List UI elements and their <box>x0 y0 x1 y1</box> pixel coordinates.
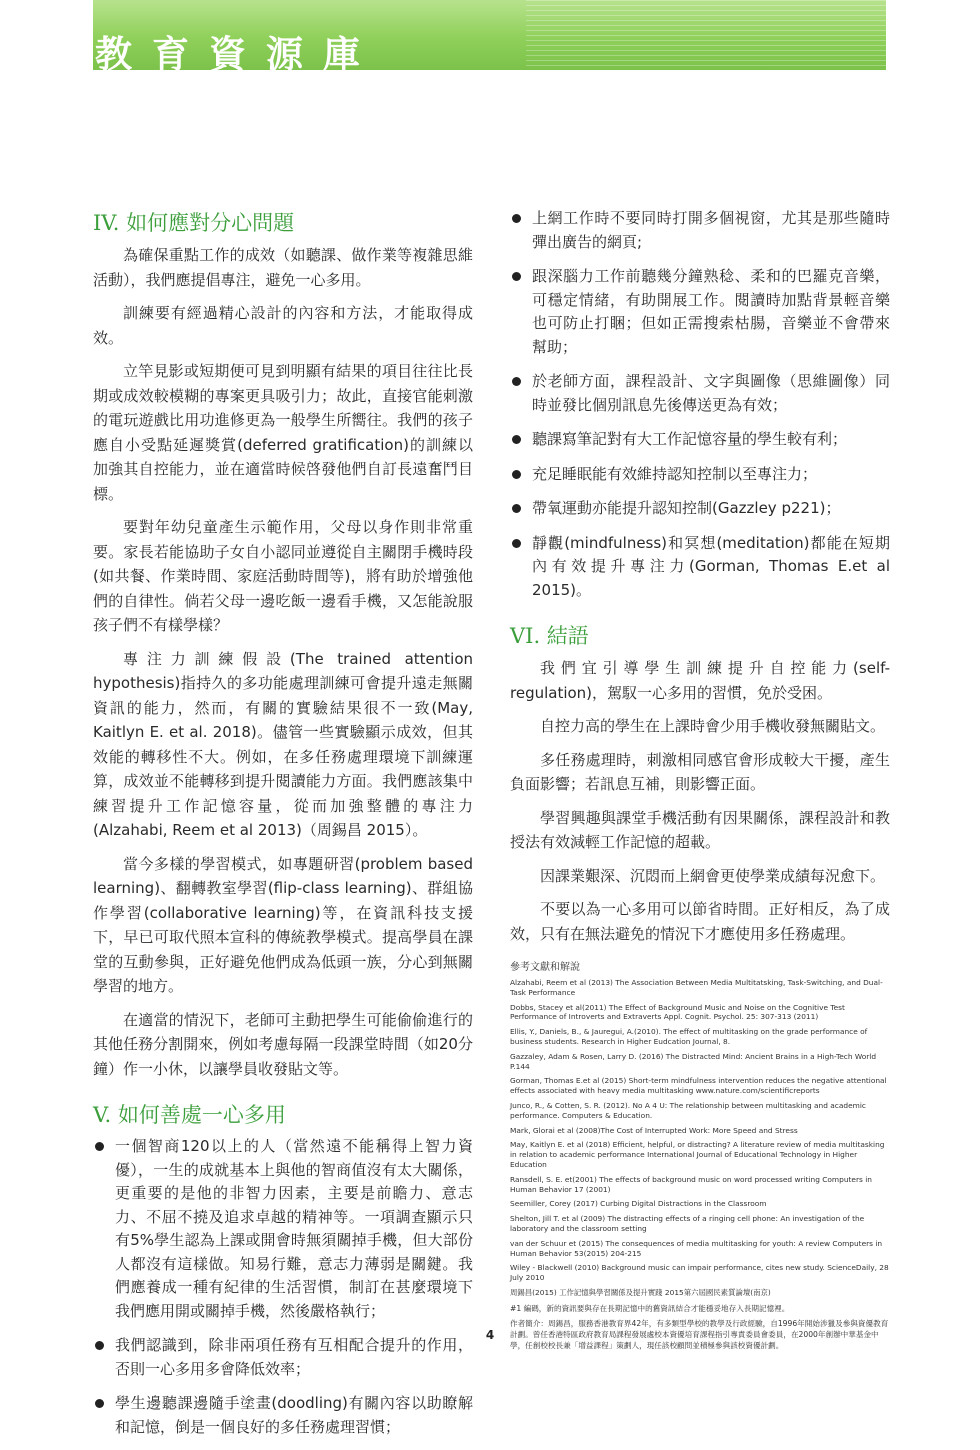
paragraph: 因課業艱深、沉悶而上網會更使學業成績每況愈下。 <box>540 866 886 885</box>
paragraph: 當今多樣的學習模式，如專題研習(problem based learning)、翻轉教室學習(flip-class learning)、群組協作學習(collaborative learning)等，在資訊科技支援下，早已可取代照本宣科的傳統教學模式。提高學員在課堂的互動參與，正好避免他們成為低頭一族，分心到無關學習的地方。 <box>93 854 473 995</box>
bullet-text: 帶氧運動亦能提升認知控制(Gazzley p221)； <box>532 499 841 517</box>
page-number: 4 <box>485 1328 495 1342</box>
bullet-icon <box>512 539 521 548</box>
bullet-list <box>93 1135 473 1439</box>
reference-item: Dobbs, Stacey et al(2011) The Effect of Background Music and Noise on the Cognitive Test Performance of Introverts and Extraverts Appl. Cognit. Psychol. 25: 307-313 (2011) <box>510 1002 845 1022</box>
bullet-list <box>510 207 890 602</box>
paragraph: 自控力高的學生在上課時會少用手機收發無關貼文。 <box>540 717 886 735</box>
bullet-icon <box>512 435 521 444</box>
bullet-icon <box>512 504 521 513</box>
bullet-text: 一個智商120以上的人（當然遠不能稱得上智力資優），一生的成就基本上與他的智商值沒有太大關係，更重要的是他的非智力因素，主要是前瞻力、意志力、不屈不撓及追求卓越的精神等。一項調查顯示只有5%學生認為上課或開會時無須關掉手機，但大部份人都沒有這樣做。知易行難，意志力薄弱是關鍵。我們應養成一種有紀律的生活習慣，制訂在甚麼環境下我們應用開或關掉手機，然後嚴格執行； <box>115 1137 473 1320</box>
reference-item: van der Schuur et (2015) The consequences of media multitasking for youth: A review Computers in Human Behavior 53(2015) 204-215 <box>510 1238 883 1258</box>
footnote: #1 編碼，新的資訊要與存在長期記憶中的舊資訊結合才能穩妥地存入長期記憶裡。 <box>510 1303 790 1313</box>
bullet-item <box>93 1392 473 1439</box>
reference-item: Seemiller, Corey (2017) Curbing Digital Distractions in the Classroom <box>510 1199 767 1209</box>
paragraph: 我們宜引導學生訓練提升自控能力(self-regulation)，駕馭一心多用的習慣，免於受困。 <box>510 659 890 702</box>
reference-item: Gorman, Thomas E.et al (2015) Short-term mindfulness intervention reduces the negative attentional effects associated with heavy media multitasking www.nature.com/scientificreports <box>510 1076 887 1096</box>
paragraph: 立竿見影或短期便可見到明顯有結果的項目往往比長期或成效較模糊的專案更具吸引力；故此，直接官能刺激的電玩遊戲比用功進修更為一般學生所嚮往。我們的孩子應自小受點延遲獎賞(deferred gratification)的訓練以加強其自控能力，並在適當時候啓發他們自訂長遠奮鬥目標。 <box>93 362 473 503</box>
references-title: 參考文獻和解說 <box>510 962 580 973</box>
paragraph: 為確保重點工作的成效（如聽課、做作業等複雜思維活動），我們應提倡專注，避免一心多用。 <box>93 246 473 289</box>
bullet-text: 跟深腦力工作前聽幾分鐘熟稔、柔和的巴羅克音樂，可穩定情緒，有助開展工作。閱讀時加點背景輕音樂也可防止打睏；但如正需搜索枯腸，音樂並不會帶來幫助； <box>532 267 890 356</box>
paragraph: 訓練要有經過精心設計的內容和方法，才能取得成效。 <box>93 304 473 347</box>
bullet-icon <box>95 1399 104 1408</box>
banner-stripes <box>526 0 886 70</box>
bullet-text: 靜觀(mindfulness)和冥想(meditation)都能在短期內有效提升專注力(Gorman, Thomas E.et al 2015)。 <box>532 533 890 599</box>
paragraph: 要對年幼兒童產生示範作用，父母以身作則非常重要。家長若能協助子女自小認同並遵從自主關閉手機時段(如共餐、作業時間、家庭活動時間等)，將有助於增強他們的自律性。倘若父母一邊吃飯一邊看手機，又怎能說服孩子們不有樣學樣？ <box>93 518 473 634</box>
bullet-text: 聽課寫筆記對有大工作記憶容量的學生較有利； <box>532 430 848 448</box>
bullet-item <box>510 265 890 359</box>
reference-item: Ransdell, S. E. et(2001) The effects of background music on word processed writing Computers in Human Behavior 17 (2001) <box>510 1174 872 1194</box>
bullet-item <box>93 1135 473 1323</box>
reference-item: Mark, Glorai et al (2008)The Cost of Interrupted Work: More Speed and Stress <box>510 1125 798 1135</box>
bullet-icon <box>512 377 521 386</box>
paragraph: 學習興趣與課堂手機活動有因果關係，課程設計和教授法有效減輕工作記憶的超載。 <box>510 808 890 851</box>
author-bio: 作者簡介：周錫昌，服務香港教育界42年，有多類型學校的教學及行政經驗，自1996年開始涉獵及參與資優教育計劃。曾任香港特區政府教育局課程發展處校本資優培育課程指引專責委員會委員，在2000年創辦中華基金中學，任創校校長兼「增益課程」策劃人，現任該校顧問並積極參與該校資優計劃。 <box>510 1318 889 1350</box>
paragraph: 在適當的情況下，老師可主動把學生可能偷偷進行的其他任務分割開來，例如考慮每隔一段課堂時間（如20分鐘）作一小休，以讓學員收發貼文等。 <box>93 1010 473 1078</box>
paragraph: 不要以為一心多用可以節省時間。正好相反，為了成效，只有在無法避免的情況下才應使用多任務處理。 <box>510 900 890 943</box>
section-heading: V. 如何善處一心多用 <box>93 1103 286 1127</box>
paragraph: 多任務處理時，刺激相同感官會形成較大干擾，產生負面影響；若訊息互補，則影響正面。 <box>510 750 890 793</box>
bullet-text: 上網工作時不要同時打開多個視窗，尤其是那些隨時彈出廣告的網頁; <box>532 209 890 251</box>
bullet-item <box>510 370 890 417</box>
bullet-text: 充足睡眠能有效維持認知控制以至專注力； <box>532 464 818 483</box>
bullet-icon <box>512 214 521 223</box>
bullet-item <box>510 497 890 521</box>
bullet-icon <box>512 272 521 281</box>
reference-item: Junco, R., & Cotten, S. R. (2012). No A 4 U: The relationship between multitasking and academic performance. Computers & Education. <box>510 1100 866 1120</box>
paragraph: 專注力訓練假設(The trained attention hypothesis)指持久的多功能處理訓練可會提升遠走無關資訊的能力，然而，有關的實驗結果很不一致(May, Kaitlyn E. et al. 2018)。儘管一些實驗顯示成效，但其效能的轉移性不大。例如，在多任務處理環境下訓練運算，成效並不能轉移到提升閱讀能力方面。我們應該集中練習提升工作記憶容量，從而加強整體的專注力(Alzahabi, Reem et al 2013)（周錫昌 2015）。 <box>93 649 473 839</box>
reference-item: Shelton, Jill T. et al (2009) The distracting effects of a ringing cell phone: An investigation of the laboratory and the classroom setting <box>510 1214 865 1233</box>
bullet-item <box>510 428 890 452</box>
reference-item: May, Kaitlyn E. et al (2018) Efficient, helpful, or distracting? A literature review of media multitasking in relation to academic performance International Journal of Educational Technology in Higher Education <box>510 1140 885 1169</box>
bullet-item <box>510 463 890 487</box>
reference-item: Ellis, Y., Daniels, B., & Jauregui, A.(2010). The effect of multitasking on the grade performance of business students. Research in Higher Eudcation Journal, 8. <box>510 1027 868 1046</box>
bullet-item <box>510 207 890 254</box>
banner-title: 教育資源庫 <box>95 33 380 76</box>
bullet-text: 我們認識到，除非兩項任務有互相配合提升的作用，否則一心多用多會降低效率； <box>115 1336 473 1378</box>
right-column <box>510 207 890 1355</box>
bullet-icon <box>95 1341 104 1350</box>
bullet-item <box>510 532 890 603</box>
left-column <box>93 207 473 1450</box>
reference-item: Wiley - Blackwell (2010) Background music can impair performance, cites new study. ScienceDaily, 28 July 2010 <box>510 1263 889 1283</box>
bullet-icon <box>512 470 521 479</box>
reference-item: Gazzaley, Adam & Rosen, Larry D. (2016) The Distracted Mind: Ancient Brains in a High-Tech World P.144 <box>510 1051 877 1071</box>
reference-item: 周錫昌(2015) 工作記憶與學習關係及提升實踐 2015第六屆國民素質論壇(南京) <box>510 1287 771 1297</box>
section-heading: VI. 結語 <box>510 624 589 648</box>
bullet-text: 學生邊聽課邊隨手塗畫(doodling)有關內容以助瞭解和記憶，倒是一個良好的多任務處理習慣； <box>115 1394 473 1436</box>
bullet-icon <box>95 1142 104 1151</box>
section-heading: IV. 如何應對分心問題 <box>93 211 295 235</box>
reference-item: Alzahabi, Reem et al (2013) The Association Between Media Multitatsking, Task-Switching, and Dual-Task Performance <box>510 978 883 997</box>
bullet-text: 於老師方面，課程設計、文字與圖像（思維圖像）同時並發比個別訊息先後傳送更為有效； <box>532 372 890 414</box>
